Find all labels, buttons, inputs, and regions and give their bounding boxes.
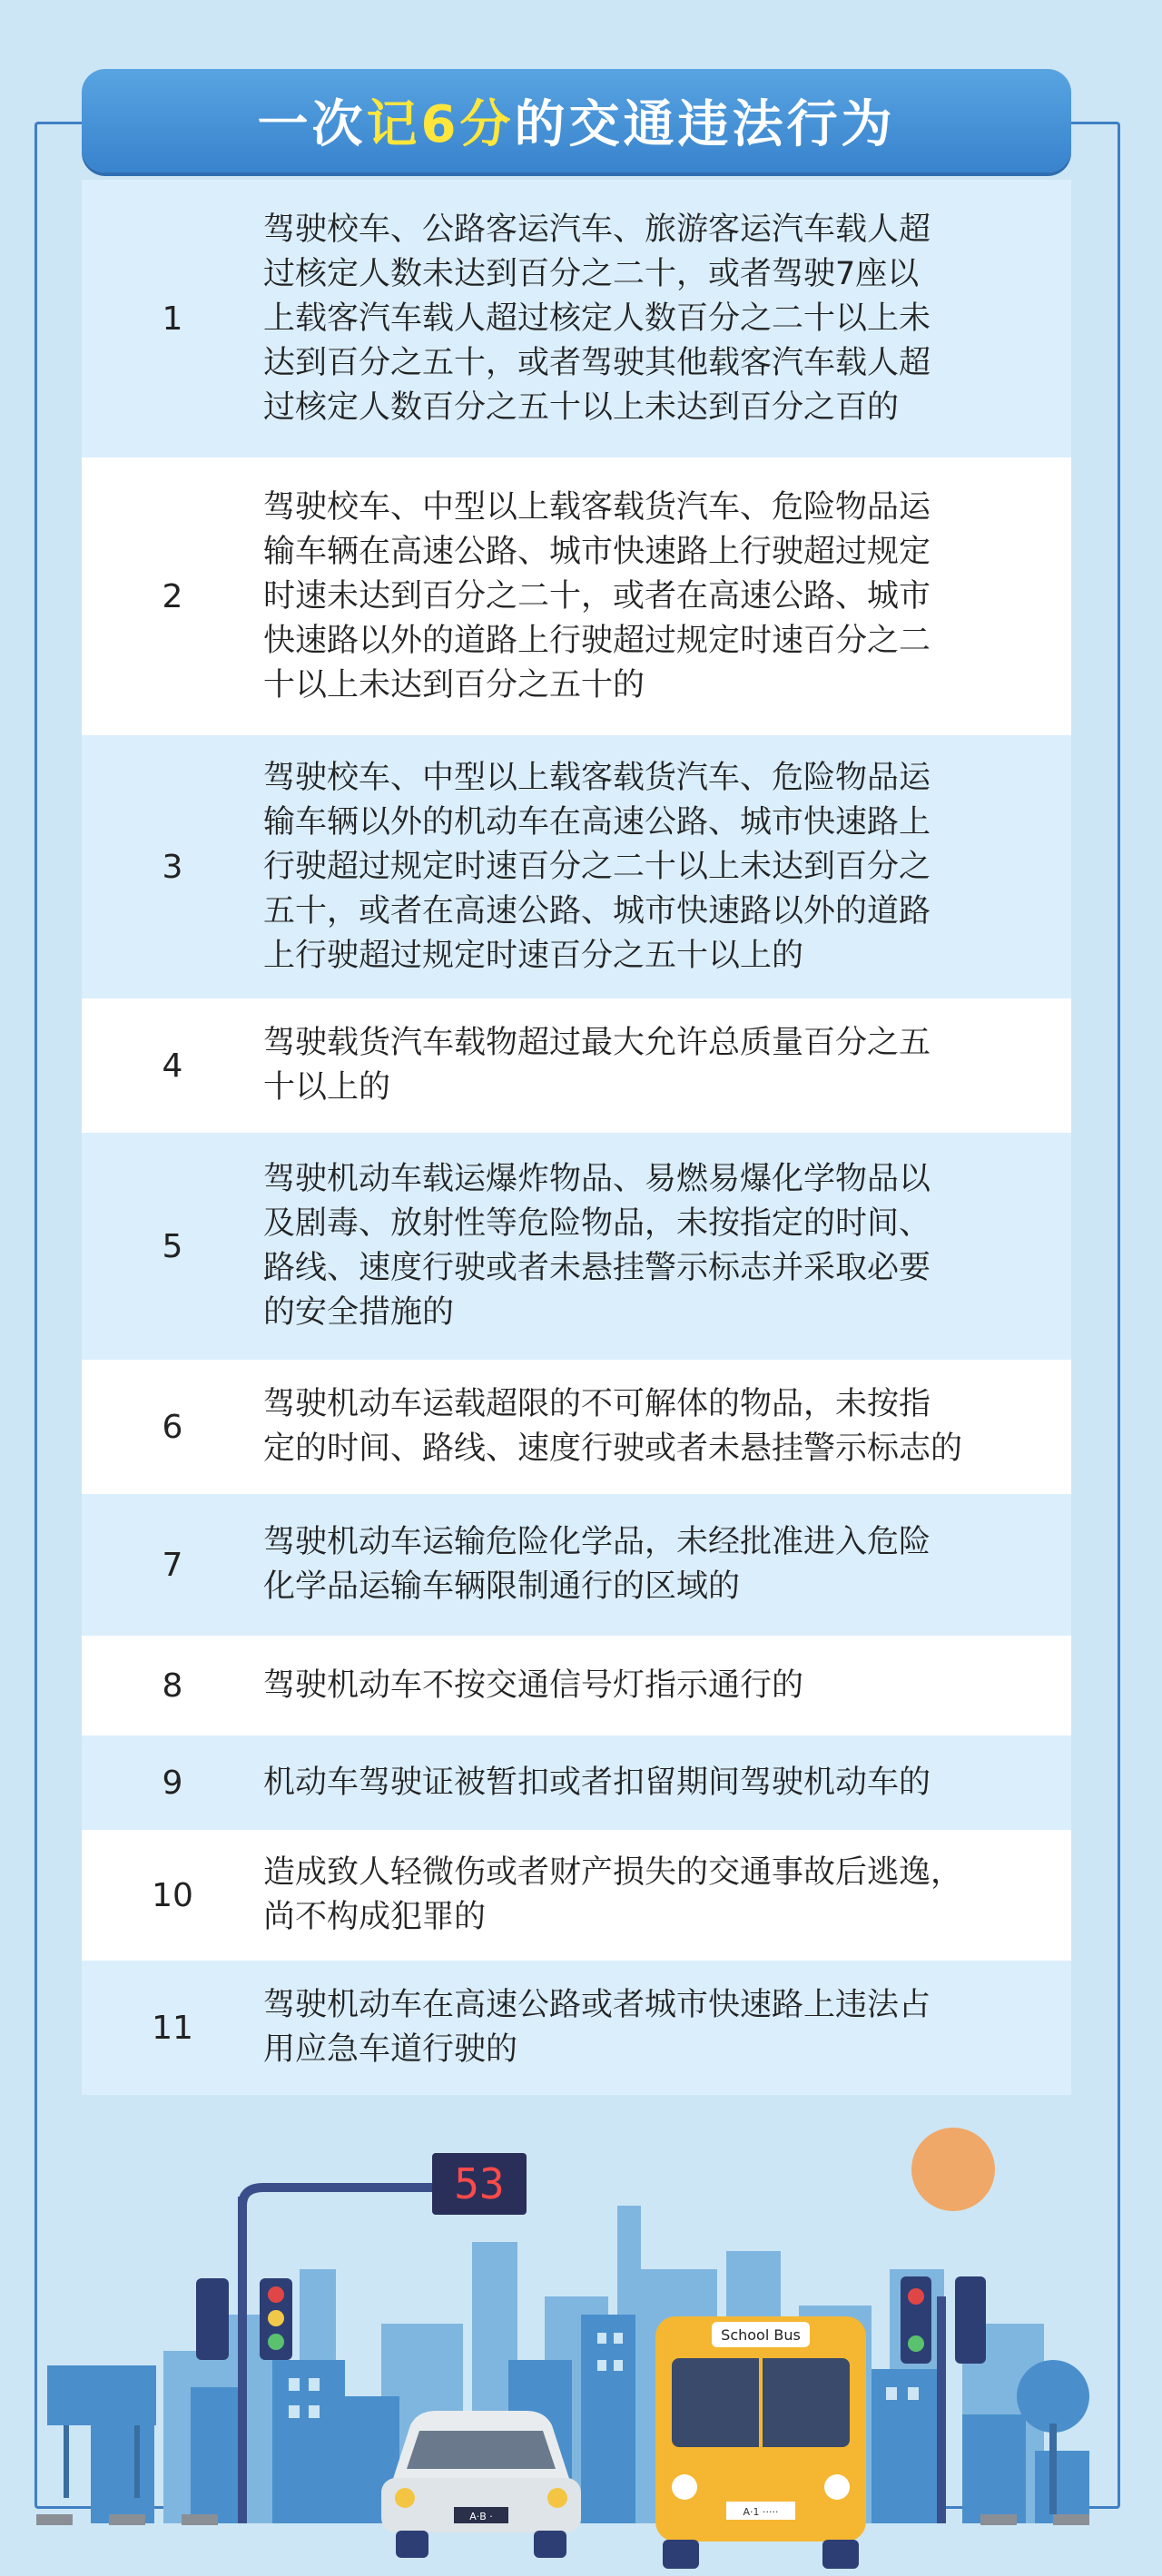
row-text: 造成致人轻微伤或者财产损失的交通事故后逃逸， 尚不构成犯罪的 (263, 1854, 963, 1935)
row-number: 2 (162, 577, 183, 615)
countdown-display (432, 2153, 527, 2215)
car-plate: A·B · (469, 2511, 493, 2522)
row-text: 驾驶校车、公路客运汽车、旅游客运汽车载人超 过核定人数未达到百分之二十，或者驾驶7座以 上载客汽车载人超过核定人数百分之二十以上未 达到百分之五十，或者驾驶其他载客汽车载人超 过核定人数百分之五十以上未达到百分之百的 (263, 211, 931, 426)
street-illustration (0, 2088, 1162, 2576)
bus-label: School Bus (721, 2326, 801, 2344)
table-row (82, 1494, 1071, 1636)
table-row (82, 735, 1071, 998)
title-prefix: 一次 (257, 95, 367, 154)
row-number: 9 (162, 1764, 183, 1802)
row-text: 驾驶校车、中型以上载客载货汽车、危险物品运 输车辆在高速公路、城市快速路上行驶超过规定 时速未达到百分之二十，或者在高速公路、城市 快速路以外的道路上行驶超过规定时速百分之二 十以上未达到百分之五十的 (263, 488, 931, 703)
table-row (82, 1735, 1071, 1830)
row-text: 驾驶载货汽车载物超过最大允许总质量百分之五 十以上的 (263, 1025, 931, 1106)
table-row (82, 457, 1071, 735)
row-text: 驾驶机动车在高速公路或者城市快速路上违法占 用应急车道行驶的 (263, 1987, 931, 2068)
table-row (82, 1636, 1071, 1735)
row-text: 机动车驾驶证被暂扣或者扣留期间驾驶机动车的 (263, 1764, 931, 1801)
table-row (82, 1360, 1071, 1494)
table-row (82, 180, 1071, 457)
table-row (82, 1830, 1071, 1961)
row-text: 驾驶机动车运输危险化学品，未经批准进入危险 化学品运输车辆限制通行的区域的 (263, 1524, 931, 1605)
row-number: 10 (152, 1876, 193, 1914)
page-title (82, 69, 1071, 172)
row-number: 8 (162, 1667, 183, 1705)
table-row (82, 1133, 1071, 1360)
countdown-number: 53 (454, 2159, 505, 2208)
table-row (82, 1961, 1071, 2095)
bus-plate: A·1 ····· (743, 2506, 779, 2518)
row-number: 11 (152, 2009, 193, 2047)
row-number: 4 (162, 1047, 183, 1085)
row-text: 驾驶机动车不按交通信号灯指示通行的 (263, 1667, 804, 1704)
row-text: 驾驶机动车运载超限的不可解体的物品，未按指 定的时间、路线、速度行驶或者未悬挂警示标志的 (263, 1386, 963, 1467)
row-text: 驾驶校车、中型以上载客载货汽车、危险物品运 输车辆以外的机动车在高速公路、城市快速路上 行驶超过规定时速百分之二十以上未达到百分之 五十，或者在高速公路、城市快速路以外的道路 上行驶超过规定时速百分之五十以上的 (263, 759, 931, 974)
row-number: 1 (162, 300, 183, 338)
table-row (82, 998, 1071, 1133)
violations-table (82, 180, 1071, 2095)
road (0, 2523, 1162, 2576)
row-number: 3 (162, 848, 183, 886)
row-number: 6 (162, 1408, 183, 1446)
title-highlight: 记6分 (366, 95, 515, 154)
row-text: 驾驶机动车载运爆炸物品、易燃易爆化学物品以 及剧毒、放射性等危险物品，未按指定的时间、 路线、速度行驶或者未悬挂警示标志并采取必要 的安全措施的 (263, 1161, 931, 1331)
school-bus (655, 2316, 866, 2569)
sun (911, 2128, 995, 2211)
row-number: 5 (162, 1227, 183, 1265)
row-number: 7 (162, 1546, 183, 1584)
title-suffix: 的交通违法行为 (514, 95, 896, 154)
